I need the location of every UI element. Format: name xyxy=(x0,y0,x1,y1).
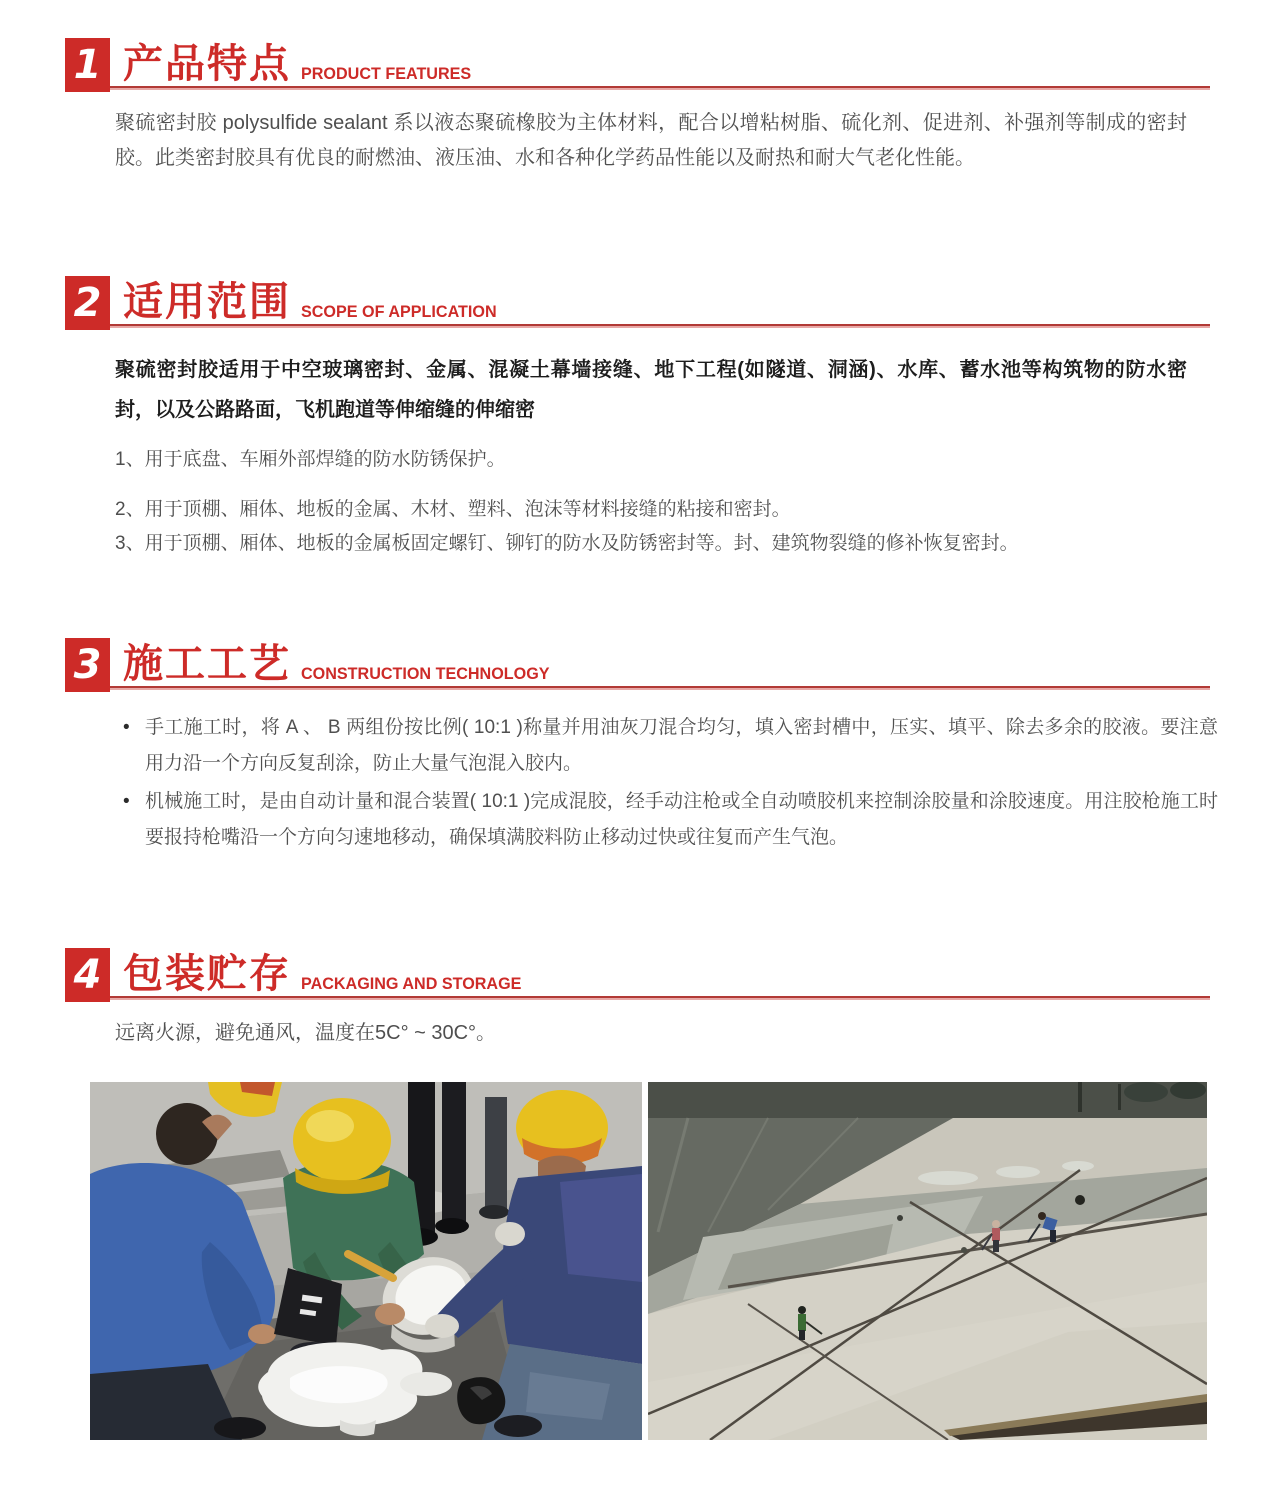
section-titles xyxy=(123,276,507,324)
section-title-cn: 适用范围 xyxy=(123,280,291,324)
section-title-en: PACKAGING AND STORAGE xyxy=(301,974,522,993)
header-rule xyxy=(65,686,1210,688)
photo-illustration xyxy=(90,1082,642,1440)
bullet-list xyxy=(123,710,1218,856)
header-rule xyxy=(65,996,1210,998)
section-header xyxy=(65,276,1210,334)
section-number-box xyxy=(65,276,110,330)
section-product-features xyxy=(65,38,1210,176)
bullet-text: 机械施工时，是由自动计量和混合装置( 10:1 )完成混胶，经手动注枪或全自动喷胶机来控制涂胶量和涂胶速度。用注胶枪施工时要报持枪嘴沿一个方向匀速地移动，确保填满胶料防止移动过快或往复而产生气泡。 xyxy=(145,791,1218,848)
section-title-cn: 施工工艺 xyxy=(123,642,291,686)
header-rule xyxy=(65,324,1210,326)
bullet-text: 手工施工时，将 A 、 B 两组份按比例( 10:1 )称量并用油灰刀混合均匀，填入密封槽中，压实、填平、除去多余的胶液。要注意用力沿一个方向反复刮涂，防止大量气泡混入胶内。 xyxy=(145,717,1218,774)
section-number: 4 xyxy=(73,952,102,998)
list-item: 1、用于底盘、车厢外部焊缝的防水防锈保护。 xyxy=(115,449,506,470)
section-body: 聚硫密封胶 polysulfide sealant 系以液态聚硫橡胶为主体材料，配合以增粘树脂、硫化剂、促进剂、补强剂等制成的密封胶。此类密封胶具有优良的耐燃油、液压油、水和各种化学药品性能以及耐热和耐大气老化性能。 xyxy=(115,112,1187,169)
section-number-box xyxy=(65,638,110,692)
section-number: 1 xyxy=(73,42,102,88)
list-item: 3、用于顶棚、厢体、地板的金属板固定螺钉、铆钉的防水及防锈密封等。封、建筑物裂缝的修补恢复密封。 xyxy=(115,533,1019,554)
section-titles xyxy=(123,948,533,996)
section-construction-technology xyxy=(65,638,1218,856)
photo-dam-slope-joint-sealing xyxy=(648,1082,1207,1440)
section-number: 3 xyxy=(73,642,102,688)
bullet-dot: • xyxy=(123,717,130,738)
section-body: 远离火源，避免通风，温度在5C° ~ 30C°。 xyxy=(115,1022,497,1044)
section-number: 2 xyxy=(73,280,102,326)
header-rule xyxy=(65,86,1210,88)
section-title-en: SCOPE OF APPLICATION xyxy=(301,302,497,321)
section-number-box xyxy=(65,948,110,1002)
section-packaging-and-storage xyxy=(65,948,1210,1051)
section-title-cn: 包装贮存 xyxy=(123,952,291,996)
section-titles xyxy=(123,638,563,686)
list-item: 2、用于顶棚、厢体、地板的金属、木材、塑料、泡沫等材料接缝的粘接和密封。 xyxy=(115,499,791,520)
section-title-en: PRODUCT FEATURES xyxy=(301,64,472,83)
section-titles xyxy=(123,38,480,86)
section-title-cn: 产品特点 xyxy=(123,42,291,86)
section-scope-of-application xyxy=(65,276,1210,556)
photo-illustration xyxy=(648,1082,1207,1440)
section-header xyxy=(65,948,1210,1006)
section-number-box xyxy=(65,38,110,92)
section-header xyxy=(65,38,1210,96)
section-intro: 聚硫密封胶适用于中空玻璃密封、金属、混凝土幕墙接缝、地下工程(如隧道、洞涵)、水库、蓄水池等构筑物的防水密封，以及公路路面，飞机跑道等伸缩缝的伸缩密 xyxy=(115,359,1187,421)
photo-workers-mixing-sealant xyxy=(90,1082,642,1440)
bullet-item xyxy=(123,710,1218,782)
bullet-item xyxy=(123,784,1218,856)
section-title-en: CONSTRUCTION TECHNOLOGY xyxy=(301,664,550,683)
bullet-dot: • xyxy=(123,791,130,812)
section-header xyxy=(65,638,1210,696)
